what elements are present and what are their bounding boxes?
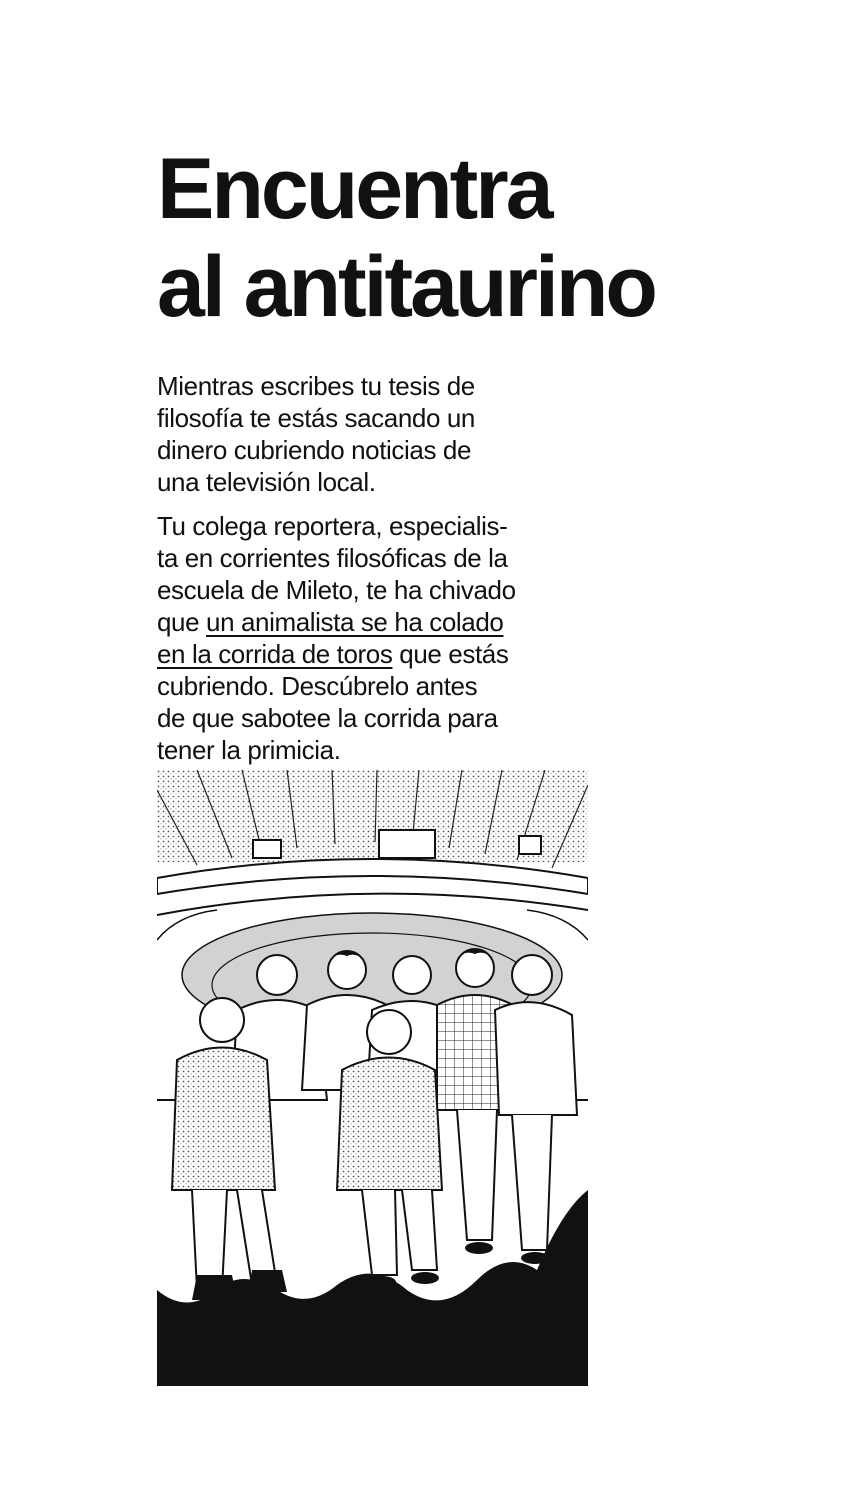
title-line-2: al antitaurino [157, 239, 655, 335]
title-line-1: Encuentra [157, 141, 551, 237]
intro-paragraph [157, 370, 587, 498]
story-text: que [157, 607, 207, 637]
intro-line: dinero cubriendo noticias de [157, 435, 472, 465]
intro-line: una televisión local. [157, 467, 376, 497]
intro-line: filosofía te estás sacando un [157, 403, 475, 433]
page-title [157, 140, 777, 336]
story-line: escuela de Mileto, te ha chivado [157, 575, 516, 605]
intro-line: Mientras escribes tu tesis de [157, 371, 475, 401]
story-line: Tu colega reportera, especialis- [157, 511, 508, 541]
story-line [157, 638, 587, 670]
story-line: de que sabotee la corrida para [157, 703, 498, 733]
story-line [157, 606, 587, 638]
story-paragraph [157, 510, 587, 766]
story-line: tener la primicia. [157, 735, 341, 765]
story-line: cubriendo. Descúbrelo antes [157, 671, 478, 701]
animalist-link-part-2[interactable]: en la corrida de toros [157, 639, 393, 669]
story-text: que estás [392, 639, 509, 669]
article [157, 140, 777, 766]
story-line: ta en corrientes filosóficas de la [157, 543, 508, 573]
animalist-link-part-1[interactable]: un animalista se ha colado [206, 607, 504, 637]
bullring-group-illustration [157, 770, 588, 1386]
